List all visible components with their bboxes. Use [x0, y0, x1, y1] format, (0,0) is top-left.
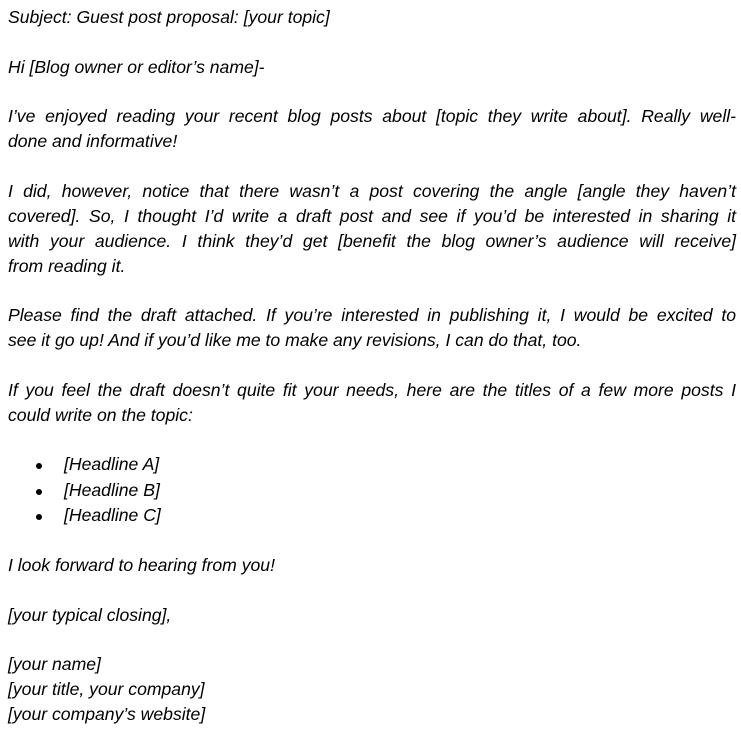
- subject-line: Subject: Guest post proposal: [your topic]: [8, 7, 330, 27]
- email-template-document: [8, 0, 736, 727]
- paragraph-line: with your audience. I think they’d get [benefit the blog owner’s audience will receive]: [8, 230, 736, 251]
- greeting: Hi [Blog owner or editor’s name]-: [8, 56, 265, 77]
- spacer: [8, 30, 736, 55]
- signature-block: [8, 652, 736, 727]
- signature-title-company: [your title, your company]: [8, 679, 205, 699]
- paragraph-line: from reading it.: [8, 255, 126, 276]
- paragraph-compliment: [8, 104, 736, 154]
- paragraph-line: see it go up! And if you’d like me to make any revisions, I can do that, too.: [8, 330, 582, 350]
- list-item: [8, 452, 736, 478]
- headline-text: [Headline A]: [64, 454, 160, 474]
- paragraph-line: I’ve enjoyed reading your recent blog posts about [topic they write about]. Really well-: [8, 106, 736, 126]
- signature-website: [your company’s website]: [8, 704, 206, 724]
- paragraph-alternatives: [8, 378, 736, 428]
- paragraph-line: I did, however, notice that there wasn’t a post covering the angle [angle they haven’t: [8, 180, 736, 201]
- spacer: [8, 529, 736, 554]
- paragraph-line: If you feel the draft doesn’t quite fit your needs, here are the titles of a few more posts I: [8, 379, 736, 400]
- paragraph-line: done and informative!: [8, 131, 178, 151]
- list-item: [8, 503, 736, 529]
- bullet-icon: [36, 489, 42, 495]
- spacer: [8, 279, 736, 304]
- spacer: [8, 154, 736, 179]
- headline-text: [Headline B]: [64, 479, 160, 500]
- paragraph-line: Please find the draft attached. If you’re interested in publishing it, I would be excited to: [8, 305, 736, 325]
- signature-name: [your name]: [8, 654, 101, 674]
- bullet-icon: [36, 463, 42, 469]
- paragraph-line: covered]. So, I thought I’d write a draft post and see if you’d be interested in sharing it: [8, 205, 736, 226]
- list-item: [8, 478, 736, 504]
- paragraph-line: could write on the topic:: [8, 404, 193, 425]
- bullet-icon: [36, 514, 42, 520]
- closing-line: I look forward to hearing from you!: [8, 555, 275, 575]
- spacer: [8, 353, 736, 378]
- spacer: [8, 628, 736, 653]
- spacer: [8, 428, 736, 453]
- spacer: [8, 80, 736, 105]
- spacer: [8, 578, 736, 603]
- sign-off: [your typical closing],: [8, 604, 172, 625]
- paragraph-pitch: [8, 179, 736, 279]
- headline-text: [Headline C]: [64, 505, 161, 525]
- paragraph-attachment: [8, 303, 736, 353]
- headline-list: [8, 452, 736, 529]
